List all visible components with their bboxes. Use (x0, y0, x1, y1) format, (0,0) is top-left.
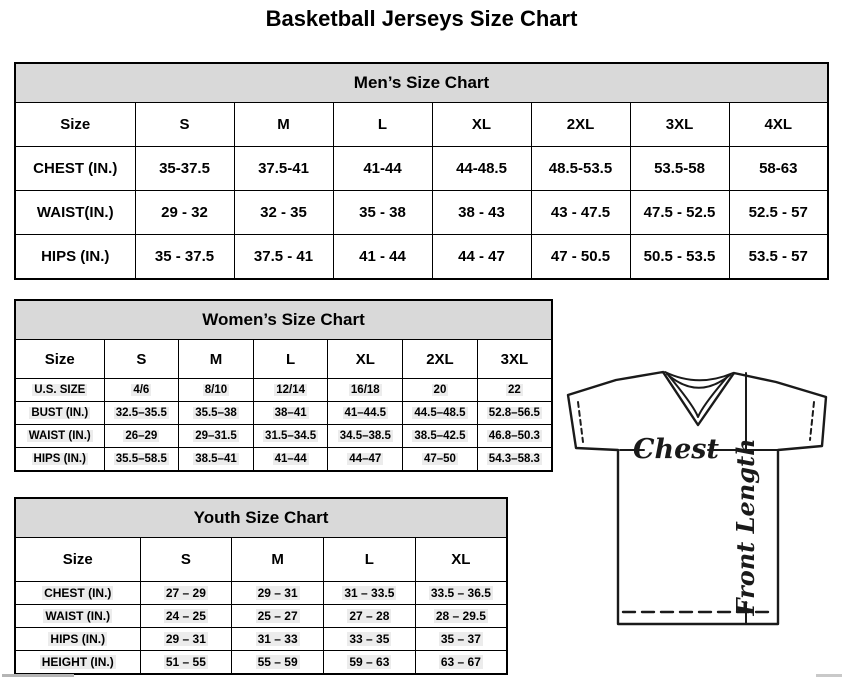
value-cell (232, 605, 324, 628)
value-cell (328, 448, 403, 472)
value-cell (253, 402, 328, 425)
horizontal-scrollbar-track-piece[interactable] (816, 674, 842, 677)
cell-value: 26–29 (125, 430, 158, 442)
cell-value: 35.5–58.5 (115, 453, 167, 465)
cell-value: 38–41 (274, 407, 307, 419)
womens-chart-title: Women’s Size Chart (15, 300, 552, 340)
value-cell (477, 379, 552, 402)
row-label-cell: CHEST (IN.) (15, 147, 135, 191)
value-cell: 50.5 - 53.5 (630, 235, 729, 280)
value-cell (415, 651, 507, 675)
value-cell (104, 448, 179, 472)
value-cell (179, 448, 254, 472)
header-cell: 3XL (630, 103, 729, 147)
cell-value: 38.5–41 (195, 453, 237, 465)
header-cell: S (140, 538, 232, 582)
value-cell: 35 - 38 (333, 191, 432, 235)
cell-value: 46.8–50.3 (488, 430, 540, 442)
value-cell: 35-37.5 (135, 147, 234, 191)
value-cell (104, 402, 179, 425)
row-label-cell: HIPS (IN.) (15, 235, 135, 280)
cell-value: 4/6 (133, 384, 150, 396)
jersey-measurement-diagram (556, 362, 838, 628)
table-row (15, 402, 552, 425)
row-label-cell (15, 448, 104, 472)
value-cell (179, 379, 254, 402)
value-cell (477, 448, 552, 472)
value-cell: 52.5 - 57 (729, 191, 828, 235)
value-cell: 41-44 (333, 147, 432, 191)
row-label: HIPS (IN.) (33, 453, 86, 465)
cell-value: 27 – 28 (349, 609, 390, 623)
sleeve-dashed-line-left (578, 402, 583, 442)
youth-size-chart-table (14, 497, 508, 675)
value-cell (253, 379, 328, 402)
header-cell: L (253, 340, 328, 379)
cell-value: 35 – 37 (440, 632, 481, 646)
header-cell: M (234, 103, 333, 147)
row-label: HIPS (IN.) (50, 632, 106, 646)
table-row (15, 300, 552, 340)
row-label: CHEST (IN.) (44, 586, 112, 600)
value-cell: 37.5 - 41 (234, 235, 333, 280)
value-cell (403, 402, 478, 425)
table-row (15, 448, 552, 472)
table-row (15, 628, 507, 651)
table-row (15, 379, 552, 402)
cell-value: 31.5–34.5 (265, 430, 317, 442)
cell-value: 12/14 (276, 384, 306, 396)
header-cell: XL (432, 103, 531, 147)
sleeve-dashed-line-right (810, 402, 814, 440)
header-cell: 2XL (531, 103, 630, 147)
cell-value: 29 – 31 (165, 632, 206, 646)
cell-value: 25 – 27 (257, 609, 298, 623)
value-cell (415, 582, 507, 605)
value-cell: 38 - 43 (432, 191, 531, 235)
youth-chart-title: Youth Size Chart (15, 498, 507, 538)
value-cell (415, 605, 507, 628)
row-label-cell: WAIST(IN.) (15, 191, 135, 235)
table-row (15, 340, 552, 379)
cell-value: 34.5–38.5 (339, 430, 391, 442)
value-cell (328, 425, 403, 448)
value-cell (104, 425, 179, 448)
value-cell: 35 - 37.5 (135, 235, 234, 280)
table-row (15, 582, 507, 605)
header-cell: XL (328, 340, 403, 379)
cell-value: 51 – 55 (165, 655, 206, 669)
value-cell (403, 448, 478, 472)
table-row (15, 63, 828, 103)
table-row (15, 538, 507, 582)
row-label-cell (15, 628, 140, 651)
value-cell (403, 425, 478, 448)
row-label-cell (15, 605, 140, 628)
value-cell (324, 605, 416, 628)
cell-value: 29 – 31 (257, 586, 298, 600)
header-cell: XL (415, 538, 507, 582)
cell-value: 47–50 (423, 453, 456, 465)
header-cell: Size (15, 538, 140, 582)
cell-value: 44–47 (349, 453, 382, 465)
value-cell (324, 651, 416, 675)
value-cell (253, 448, 328, 472)
header-cell: Size (15, 340, 104, 379)
cell-value: 29–31.5 (195, 430, 237, 442)
cell-value: 52.8–56.5 (488, 407, 540, 419)
value-cell: 37.5-41 (234, 147, 333, 191)
value-cell: 47 - 50.5 (531, 235, 630, 280)
cell-value: 38.5–42.5 (414, 430, 466, 442)
value-cell: 32 - 35 (234, 191, 333, 235)
cell-value: 41–44 (274, 453, 307, 465)
header-cell: 4XL (729, 103, 828, 147)
cell-value: 55 – 59 (257, 655, 298, 669)
value-cell (140, 582, 232, 605)
cell-value: 44.5–48.5 (414, 407, 466, 419)
table-row (15, 191, 828, 235)
womens-size-chart-table (14, 299, 553, 472)
value-cell: 44-48.5 (432, 147, 531, 191)
cell-value: 33 – 35 (349, 632, 390, 646)
value-cell: 53.5-58 (630, 147, 729, 191)
value-cell (477, 425, 552, 448)
value-cell (140, 605, 232, 628)
cell-value: 16/18 (350, 384, 380, 396)
value-cell (140, 628, 232, 651)
value-cell (232, 582, 324, 605)
row-label: WAIST (IN.) (45, 609, 111, 623)
header-cell: S (104, 340, 179, 379)
value-cell: 48.5-53.5 (531, 147, 630, 191)
cell-value: 33.5 – 36.5 (430, 586, 491, 600)
value-cell (179, 402, 254, 425)
cell-value: 41–44.5 (344, 407, 387, 419)
value-cell (140, 651, 232, 675)
header-cell: 3XL (477, 340, 552, 379)
cell-value: 24 – 25 (165, 609, 206, 623)
row-label: U.S. SIZE (34, 384, 86, 396)
cell-value: 32.5–35.5 (115, 407, 167, 419)
cell-value: 59 – 63 (349, 655, 390, 669)
cell-value: 20 (433, 384, 447, 396)
header-cell: 2XL (403, 340, 478, 379)
header-cell: L (324, 538, 416, 582)
header-cell: L (333, 103, 432, 147)
cell-value: 22 (507, 384, 521, 396)
value-cell (328, 379, 403, 402)
row-label-cell (15, 379, 104, 402)
value-cell: 44 - 47 (432, 235, 531, 280)
value-cell: 43 - 47.5 (531, 191, 630, 235)
table-row (15, 605, 507, 628)
value-cell: 47.5 - 52.5 (630, 191, 729, 235)
value-cell (253, 425, 328, 448)
row-label-cell (15, 402, 104, 425)
horizontal-scrollbar-thumb[interactable] (2, 674, 74, 677)
value-cell (104, 379, 179, 402)
value-cell (179, 425, 254, 448)
table-row (15, 103, 828, 147)
table-row (15, 147, 828, 191)
table-row (15, 651, 507, 675)
mens-chart-title: Men’s Size Chart (15, 63, 828, 103)
cell-value: 63 – 67 (440, 655, 481, 669)
value-cell (328, 402, 403, 425)
mens-size-chart-table (14, 62, 829, 280)
row-label: BUST (IN.) (31, 407, 89, 419)
header-cell: M (232, 538, 324, 582)
value-cell (232, 628, 324, 651)
value-cell: 41 - 44 (333, 235, 432, 280)
value-cell: 58-63 (729, 147, 828, 191)
header-cell: S (135, 103, 234, 147)
header-cell: Size (15, 103, 135, 147)
page-title: Basketball Jerseys Size Chart (265, 6, 578, 31)
front-length-label: Front Length (731, 438, 760, 616)
header-cell: M (179, 340, 254, 379)
value-cell (415, 628, 507, 651)
row-label-cell (15, 651, 140, 675)
value-cell (324, 582, 416, 605)
table-row (15, 425, 552, 448)
cell-value: 35.5–38 (195, 407, 237, 419)
cell-value: 31 – 33 (257, 632, 298, 646)
value-cell: 53.5 - 57 (729, 235, 828, 280)
table-row (15, 235, 828, 280)
row-label: WAIST (IN.) (28, 430, 91, 442)
row-label: HEIGHT (IN.) (41, 655, 114, 669)
cell-value: 8/10 (204, 384, 228, 396)
cell-value: 54.3–58.3 (488, 453, 540, 465)
value-cell (232, 651, 324, 675)
row-label-cell (15, 425, 104, 448)
table-row (15, 498, 507, 538)
cell-value: 31 – 33.5 (344, 586, 395, 600)
value-cell: 29 - 32 (135, 191, 234, 235)
value-cell (324, 628, 416, 651)
row-label-cell (15, 582, 140, 605)
value-cell (477, 402, 552, 425)
jersey-outline (568, 372, 826, 624)
chest-label: Chest (633, 434, 719, 465)
cell-value: 27 – 29 (165, 586, 206, 600)
cell-value: 28 – 29.5 (435, 609, 486, 623)
value-cell (403, 379, 478, 402)
